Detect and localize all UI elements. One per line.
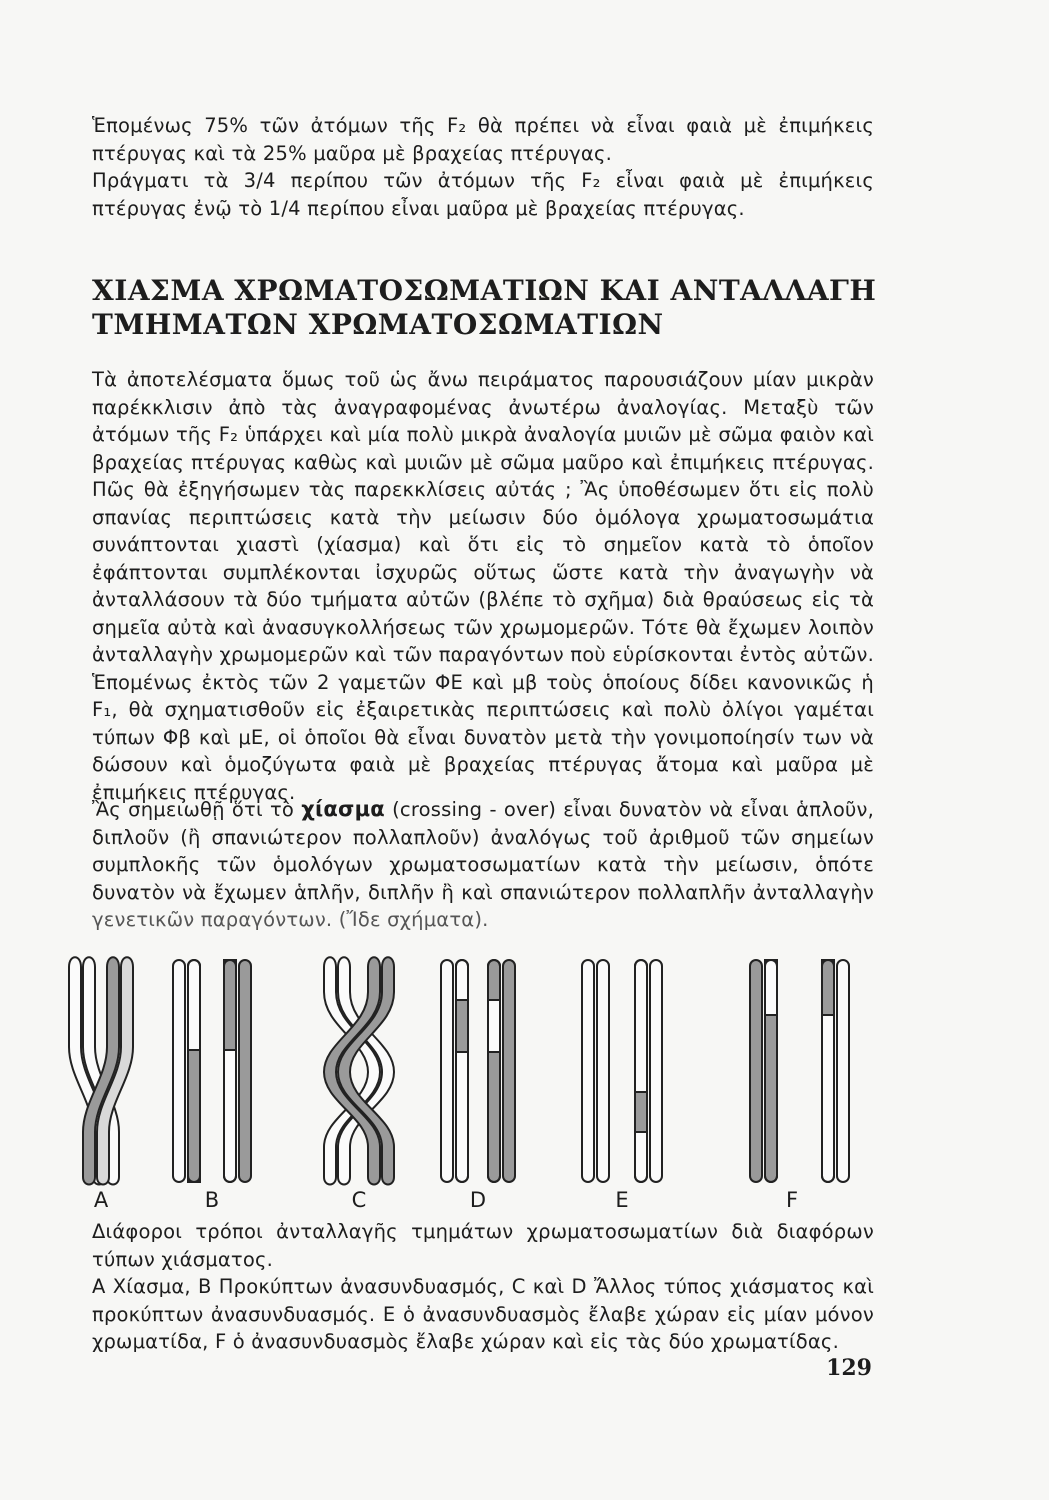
figure-d-chromatids (441, 960, 515, 1182)
note-term: χίασμα (301, 797, 385, 821)
figure-label-c: C (351, 1188, 367, 1212)
figure-caption (92, 1218, 874, 1356)
figure-a-chromatids (69, 957, 133, 1184)
figure-b-chromatids (173, 960, 251, 1182)
body-paragraph: Τὰ ἀποτελέσματα ὅμως τοῦ ὡς ἄνω πειράματος παρουσιάζουν μίαν μικρὰν παρέκκλισιν ἀπὸ τὰς ἀναγραφομένας ἀνωτέρω ἀναλογίας. Μεταξὺ τῶν ἀτόμων τῆς F₂ ὑπάρχει καὶ μία πολὺ μικρὰ ἀναλογία μυιῶν μὲ σῶμα φαιὸν καὶ βραχείας πτέρυγας καθὼς καὶ μυιῶν μὲ σῶμα μαῦρο καὶ ἐπιμήκεις πτέρυγας. Πῶς θὰ ἐξηγήσωμεν τὰς παρεκκλίσεις αὐτάς ; Ἂς ὑποθέσωμεν ὅτι εἰς πολὺ σπανίας περιπτώσεις κατὰ τὴν μείωσιν δύο ὁμόλογα χρωματοσωμάτια συνάπτονται χιαστὶ (χίασμα) καὶ ὅτι εἰς τὸ σημεῖον κατὰ τὸ ὁποῖον ἐφάπτονται συμπλέκονται ἰσχυρῶς οὕτως ὥστε κατὰ τὴν ἀναγωγὴν νὰ ἀνταλλάσουν τὰ δύο τμήματα αὐτῶν (βλέπε τὸ σχῆμα) διὰ θραύσεως εἰς τὰ σημεῖα αὐτὰ καὶ ἀνασυγκολλήσεως τῶν χρωμομερῶν. Τότε θὰ ἔχωμεν λοιπὸν ἀνταλλαγὴν χρωμομερῶν καὶ τῶν παραγόντων ποὺ εὑρίσκονται ἐντὸς αὐτῶν. Ἑπομένως ἐκτὸς τῶν 2 γαμετῶν ΦΕ καὶ μβ τοὺς ὁποίους δίδει κανονικῶς ἡ F₁, θὰ σχηματισθοῦν εἰς ἐξαιρετικὰς περιπτώσεις καὶ πολὺ ὀλίγοι γαμέται τύπων Φβ καὶ μΕ, οἱ ὁποῖοι θὰ εἶναι δυνατὸν μετὰ τὴν γονιμοποίησίν των νὰ δώσουν καὶ ὁμοζύγωτα φαιὰ μὲ βραχείας πτέρυγας ἄτομα καὶ μαῦρα μὲ ἐπιμήκεις πτέρυγας. (92, 368, 874, 804)
note-tail: γενετικῶν παραγόντων. (Ἴδε σχήματα). (92, 908, 489, 931)
heading-line-2: ΤΜΗΜΑΤΩΝ ΧΡΩΜΑΤΟΣΩΜΑΤΙΩΝ (92, 308, 664, 341)
intro-line-2: Πράγματι τὰ 3/4 περίπου τῶν ἀτόμων τῆς F₂ εἶναι φαιὰ μὲ ἐπιμήκεις πτέρυγας ἐνῷ τὸ 1/4 περίπου εἶναι μαῦρα μὲ βραχείας πτέρυγας. (92, 169, 874, 220)
note-post: (crossing - over) εἶναι δυνατὸν νὰ εἶναι ἁπλοῦν, διπλοῦν (ἢ σπανιώτερον πολλαπλοῦν) ἀναλόγως τοῦ ἀριθμοῦ τῶν σημείων συμπλοκῆς τῶν ὁμολόγων χρωματοσωματίων κατὰ τὴν μείωσιν, ὁπότε δυνατὸν νὰ ἔχωμεν ἁπλῆν, διπλῆν ἢ καὶ σπανιώτερον πολλαπλῆν ἀνταλλαγὴν (92, 798, 874, 904)
figure-f-chromatids (750, 960, 849, 1182)
caption-line-1: Διάφοροι τρόποι ἀνταλλαγῆς τμημάτων χρωματοσωματίων διὰ διαφόρων τύπων χιάσματος. (92, 1220, 874, 1271)
heading-line-1: ΧΙΑΣΜΑ ΧΡΩΜΑΤΟΣΩΜΑΤΙΩΝ ΚΑΙ ΑΝΤΑΛΛΑΓΗ (92, 274, 877, 307)
intro-paragraph (92, 112, 874, 222)
section-heading (92, 274, 882, 342)
note-paragraph (92, 796, 874, 934)
intro-line-1: Ἑπομένως 75% τῶν ἀτόμων τῆς F₂ θὰ πρέπει νὰ εἶναι φαιὰ μὲ ἐπιμήκεις πτέρυγας καὶ τὰ 25% μαῦρα μὲ βραχείας πτέρυγας. (92, 114, 874, 165)
figure-label-d: D (469, 1188, 487, 1212)
caption-line-2: A Χίασμα, B Προκύπτων ἀνασυνδυασμός, C καὶ D Ἄλλος τύπος χιάσματος καὶ προκύπτων ἀνασυνδυασμός. E ὁ ἀνασυνδυασμὸς ἔλαβε χώραν εἰς μίαν μόνον χρωματίδα, F ὁ ἀνασυνδυασμὸς ἔλαβε χώραν καὶ εἰς τὰς δύο χρωματίδας. (92, 1275, 874, 1353)
figure-label-f: F (785, 1188, 799, 1212)
figure-labels (62, 1188, 872, 1218)
figure-label-a: A (93, 1188, 109, 1212)
crossing-over-figure (62, 952, 872, 1190)
note-pre: Ἂς σημειωθῇ ὅτι τὸ (92, 798, 302, 821)
figure-e-chromatids (582, 960, 662, 1182)
figure-label-e: E (615, 1188, 629, 1212)
figure-label-b: B (204, 1188, 220, 1212)
figure-c-chromatids (324, 957, 394, 1184)
page-number: 129 (826, 1355, 872, 1381)
